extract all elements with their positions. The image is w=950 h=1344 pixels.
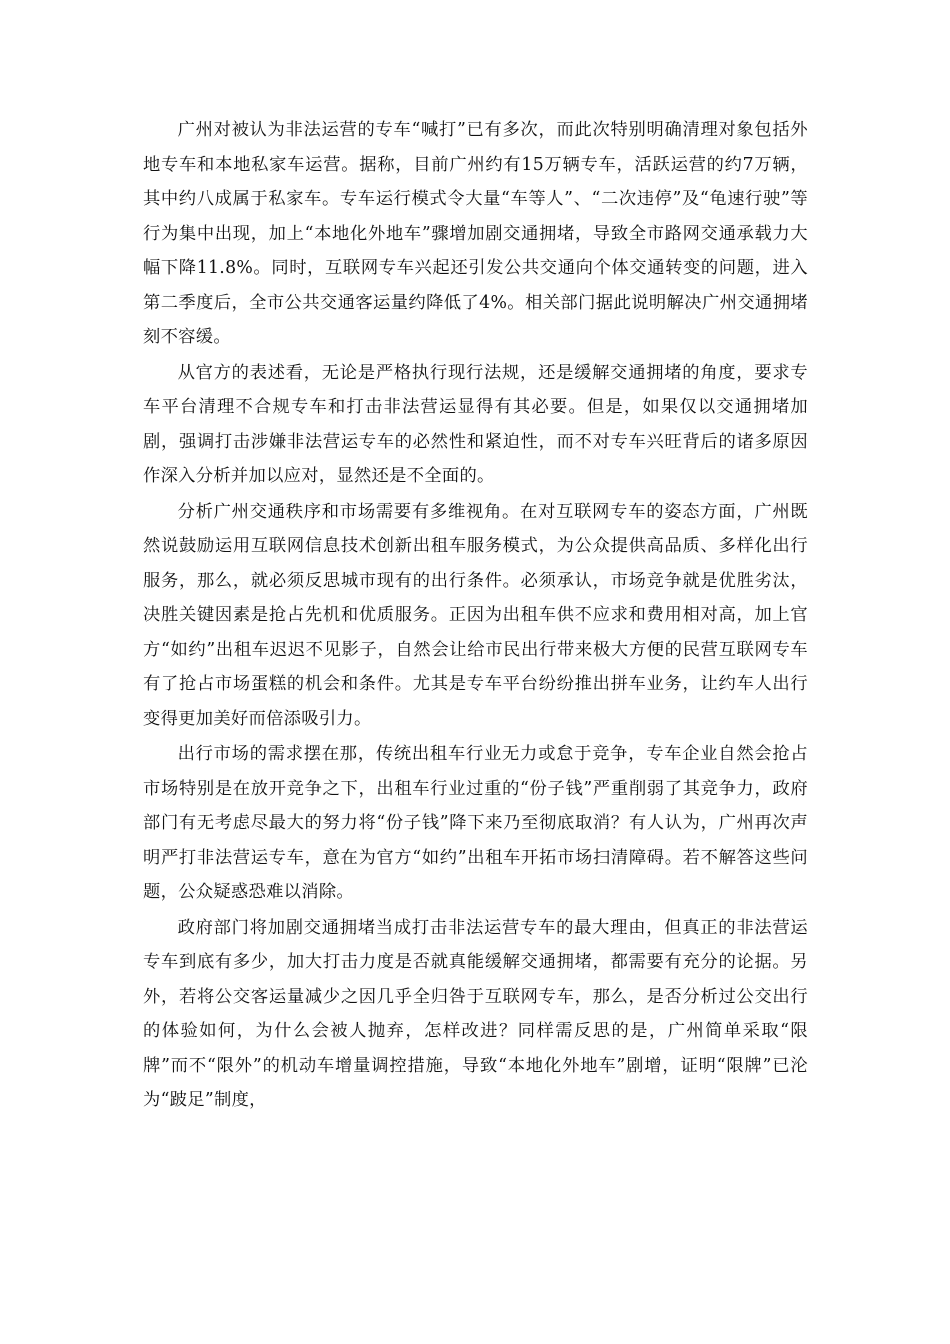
paragraph-5: 政府部门将加剧交通拥堵当成打击非法运营专车的最大理由，但真正的非法营运专车到底有多少，加大打击力度是否就真能缓解交通拥堵，都需要有充分的论据。另外，若将公交客运量减少之因几乎全归咎于互联网专车，那么，是否分析过公交出行的体验如何，为什么会被人抛弃，怎样改进？同样需反思的是，广州简单采取“限牌”而不“限外”的机动车增量调控措施，导致“本地化外地车”剧增，证明“限牌”已沦为“跛足”制度， [143, 917, 808, 1110]
paragraph-2: 从官方的表述看，无论是严格执行现行法规，还是缓解交通拥堵的角度，要求专车平台清理不合规专车和打击非法营运显得有其必要。但是，如果仅以交通拥堵加剧，强调打击涉嫌非法营运专车的必然性和紧迫性，而不对专车兴旺背后的诸多原因作深入分析并加以应对，显然还是不全面的。 [143, 362, 808, 486]
paragraph-3: 分析广州交通秩序和市场需要有多维视角。在对互联网专车的姿态方面，广州既然说鼓励运用互联网信息技术创新出租车服务模式，为公众提供高品质、多样化出行服务，那么，就必须反思城市现有的出行条件。必须承认，市场竞争就是优胜劣汰，决胜关键因素是抢占先机和优质服务。正因为出租车供不应求和费用相对高，加上官方“如约”出租车迟迟不见影子，自然会让给市民出行带来极大方便的民营互联网专车有了抢占市场蛋糕的机会和条件。尤其是专车平台纷纷推出拼车业务，让约车人出行变得更加美好而倍添吸引力。 [143, 501, 808, 729]
document-page [143, 113, 808, 1118]
paragraph-4: 出行市场的需求摆在那，传统出租车行业无力或怠于竞争，专车企业自然会抢占市场特别是在放开竞争之下，出租车行业过重的“份子钱”严重削弱了其竞争力，政府部门有无考虑尽最大的努力将“份子钱”降下来乃至彻底取消？有人认为，广州再次声明严打非法营运专车，意在为官方“如约”出租车开拓市场扫清障碍。若不解答这些问题，公众疑惑恐难以消除。 [143, 744, 808, 902]
paragraph-1: 广州对被认为非法运营的专车“喊打”已有多次，而此次特别明确清理对象包括外地专车和本地私家车运营。据称，目前广州约有15万辆专车，活跃运营的约7万辆，其中约八成属于私家车。专车运行模式令大量“车等人”、“二次违停”及“龟速行驶”等行为集中出现，加上“本地化外地车”骤增加剧交通拥堵，导致全市路网交通承载力大幅下降11.8%。同时，互联网专车兴起还引发公共交通向个体交通转变的问题，进入第二季度后，全市公共交通客运量约降低了4%。相关部门据此说明解决广州交通拥堵刻不容缓。 [143, 120, 808, 347]
